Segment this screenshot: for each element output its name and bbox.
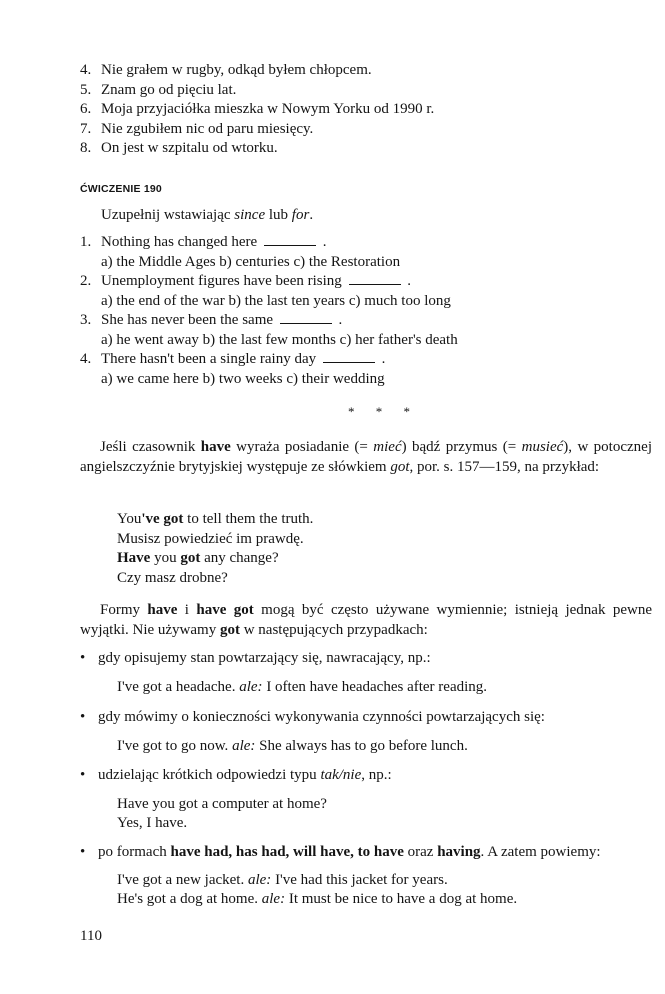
exercise-item: 1. Nothing has changed here . a) the Middle Ages b) centuries c) the Restoration: [80, 233, 650, 272]
example-block: [117, 510, 313, 588]
exercise-instruction: Uzupełnij wstawiając since lub for.: [101, 207, 314, 223]
section-separator: * * *: [348, 404, 419, 419]
answer-blank: [280, 311, 332, 324]
example-line: I've got to go now. ale: She always has to go before lunch.: [117, 738, 468, 754]
exercise-options: a) we came here b) two weeks c) their wedding: [101, 370, 385, 387]
list-item: 5. Znam go od pięciu lat.: [80, 81, 237, 98]
list-item: 7. Nie zgubiłem nic od paru miesięcy.: [80, 120, 314, 137]
exercise-options: a) he went away b) the last few months c) her father's death: [101, 331, 458, 348]
document-page: 4. Nie grałem w rugby, odkąd byłem chłopcem. 5. Znam go od pięciu lat. 6. Moja przyjaciółka mieszka w Nowym Yorku od 1990 r. 7. Nie zgubiłem nic od paru miesięcy. 8. On jest w szpitalu od wtorku. ĆWICZENIE 190 Uzupełnij wstawiając since lub for. 1. Nothing has changed here . a) the Middle Ages b) centuries c) the Restoration 2. Unemployment figures have been rising . a) the end of the war b) the last ten years c) much too long 3. She has never been the same . a) he went away b) the last few months c) her father's death 4. There hasn't been a single rainy day . a) we came here b) two weeks c) their wedding * * * Jeśli czasownik have wyraża posiadanie (= mieć) bądź przymus (= musieć), w potocznej angielszczyźnie brytyjskiej występuje ze słówkiem got, por. s. 157—159, na przykład: You've got to tell them the truth. Musisz powiedzieć im prawdę. Have you got any change? Czy masz drobne? Formy have i have got mogą być często używane wymiennie; istnieją jednak pewne wyjątki. Nie używamy got w następujących przypadkach: • gdy opisujemy stan powtarzający się, nawracający, np.: I've got a headache. ale: I often have headaches after reading. • gdy mówimy o konieczności wykonywania czynności powtarzających się: I've got to go now. ale: She always has to go before lunch. • udzielając krótkich odpowiedzi typu tak/nie, np.: Have you got a computer at home? Yes, I have. • po formach have had, has had, will have, to have oraz having. A zatem powiemy: I've got a new jacket. ale: I've had this jacket for years. He's got a dog at home. ale: It must be nice to have a dog at home. 110: [0, 0, 665, 994]
answer-blank: [323, 350, 375, 363]
answer-blank: [349, 272, 401, 285]
page-number: 110: [80, 928, 102, 944]
translation-list: [80, 61, 640, 159]
exercise-item: 2. Unemployment figures have been rising . a) the end of the war b) the last ten years c) much too long: [80, 272, 650, 311]
example-line: Czy masz drobne?: [117, 569, 228, 586]
list-item: 4. Nie grałem w rugby, odkąd byłem chłopcem.: [80, 62, 372, 78]
exercise-item: 3. She has never been the same . a) he went away b) the last few months c) her father's death: [80, 311, 650, 350]
exercise-options: a) the Middle Ages b) centuries c) the Restoration: [101, 253, 401, 270]
example-line: He's got a dog at home. ale: It must be nice to have a dog at home.: [117, 891, 518, 907]
example-line: I've got a new jacket. ale: I've had this jacket for years.: [117, 872, 448, 888]
paragraph-forms: Formy have i have got mogą być często używane wymiennie; istnieją jednak pewne wyjątki. Nie używamy got w następujących przypadkach:: [80, 602, 652, 638]
answer-blank: [264, 233, 316, 246]
example-line: Musisz powiedzieć im prawdę.: [117, 530, 304, 547]
example-line: Have you got a computer at home?: [117, 796, 327, 812]
exercise-list: [80, 233, 650, 389]
exercise-item: 4. There hasn't been a single rainy day . a) we came here b) two weeks c) their wedding: [80, 350, 650, 389]
exercise-title: ĆWICZENIE 190: [80, 183, 162, 195]
example-line: I've got a headache. ale: I often have headaches after reading.: [117, 679, 488, 695]
exercise-options: a) the end of the war b) the last ten years c) much too long: [101, 292, 451, 309]
example-line: Yes, I have.: [117, 815, 188, 831]
example-line: You've got to tell them the truth.: [117, 511, 314, 527]
list-item: 6. Moja przyjaciółka mieszka w Nowym Yorku od 1990 r.: [80, 101, 435, 117]
list-item: 8. On jest w szpitalu od wtorku.: [80, 140, 278, 156]
paragraph-have-got: Jeśli czasownik have wyraża posiadanie (= mieć) bądź przymus (= musieć), w potocznej angielszczyźnie brytyjskiej występuje ze słówkiem got, por. s. 157—159, na przykład:: [80, 439, 652, 475]
example-line: Have you got any change?: [117, 550, 279, 566]
